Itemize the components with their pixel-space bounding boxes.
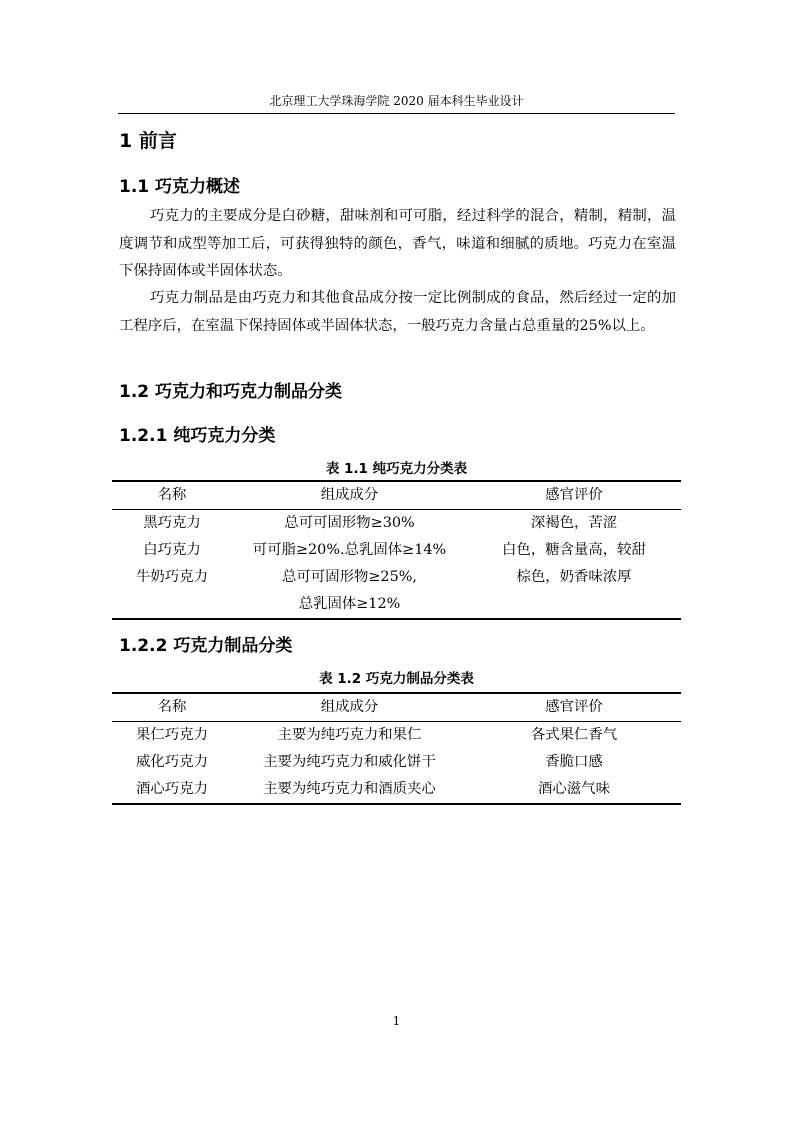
table-cell: 主要为纯巧克力和威化饼干 xyxy=(263,754,436,770)
table-cell: 棕色，奶香味浓厚 xyxy=(516,569,632,585)
table-row xyxy=(112,591,681,619)
column-header-evaluation: 感官评价 xyxy=(545,699,603,715)
column-header-name: 名称 xyxy=(157,487,187,503)
table-row xyxy=(112,510,681,538)
table-cell: 总可可固形物≥25%, xyxy=(282,569,417,585)
column-header-name: 名称 xyxy=(157,699,187,715)
table-row xyxy=(112,722,681,750)
table-cell: 牛奶巧克力 xyxy=(136,569,208,585)
header-rule xyxy=(118,113,675,114)
table-row xyxy=(112,537,681,564)
table-row xyxy=(112,564,681,591)
table-cell xyxy=(467,591,681,619)
table-1-caption: 表 1.1 纯巧克力分类表 xyxy=(325,461,468,477)
table-cell: 白色，糖含量高，较甜 xyxy=(502,542,646,558)
section-heading-1-2-2: 1.2.2 巧克力制品分类 xyxy=(119,636,293,656)
table-chocolate-products xyxy=(112,692,681,805)
column-header-composition: 组成成分 xyxy=(320,699,379,715)
page-number: 1 xyxy=(392,1014,401,1028)
section-heading-1-2: 1.2 巧克力和巧克力制品分类 xyxy=(119,382,343,402)
column-header-evaluation: 感官评价 xyxy=(545,487,603,503)
section-heading-1: 1 前言 xyxy=(119,130,177,152)
table-header-row xyxy=(112,481,681,510)
table-pure-chocolate xyxy=(112,480,681,620)
running-header: 北京理工大学珠海学院 2020 届本科生毕业设计 xyxy=(269,94,524,108)
paragraph-overview: 巧克力的主要成分是白砂糖，甜味剂和可可脂，经过科学的混合，精制，精制，温度调节和成型等加工后，可获得独特的颜色，香气，味道和细腻的质地。巧克力在室温下保持固体或半固体状态。 xyxy=(119,208,676,279)
table-cell: 主要为纯巧克力和果仁 xyxy=(277,727,422,743)
table-cell: 总乳固体≥12% xyxy=(298,596,401,612)
table-cell xyxy=(112,591,232,619)
table-row xyxy=(112,776,681,804)
table-cell: 酒心滋气味 xyxy=(538,781,610,797)
table-cell: 黑巧克力 xyxy=(143,515,201,531)
table-cell: 酒心巧克力 xyxy=(136,781,208,797)
table-cell: 各式果仁香气 xyxy=(530,727,618,743)
table-cell: 香脆口感 xyxy=(545,754,603,770)
column-header-composition: 组成成分 xyxy=(320,487,379,503)
table-cell: 深褐色，苦涩 xyxy=(530,515,618,531)
table-cell: 总可可固形物≥30% xyxy=(284,515,415,531)
table-header-row xyxy=(112,693,681,722)
table-cell: 可可脂≥20%.总乳固体≥14% xyxy=(252,542,447,558)
section-heading-1-1: 1.1 巧克力概述 xyxy=(119,177,241,197)
table-cell: 果仁巧克力 xyxy=(136,727,208,743)
table-2-caption: 表 1.2 巧克力制品分类表 xyxy=(319,671,474,687)
table-row xyxy=(112,749,681,776)
table-cell: 主要为纯巧克力和酒质夹心 xyxy=(263,781,436,797)
table-cell: 威化巧克力 xyxy=(136,754,208,770)
paragraph-products: 巧克力制品是由巧克力和其他食品成分按一定比例制成的食品，然后经过一定的加工程序后，在室温下保持固体或半固体状态，一般巧克力含量占总重量的25%以上。 xyxy=(119,290,676,334)
table-cell: 白巧克力 xyxy=(143,542,201,558)
section-heading-1-2-1: 1.2.1 纯巧克力分类 xyxy=(119,426,276,446)
